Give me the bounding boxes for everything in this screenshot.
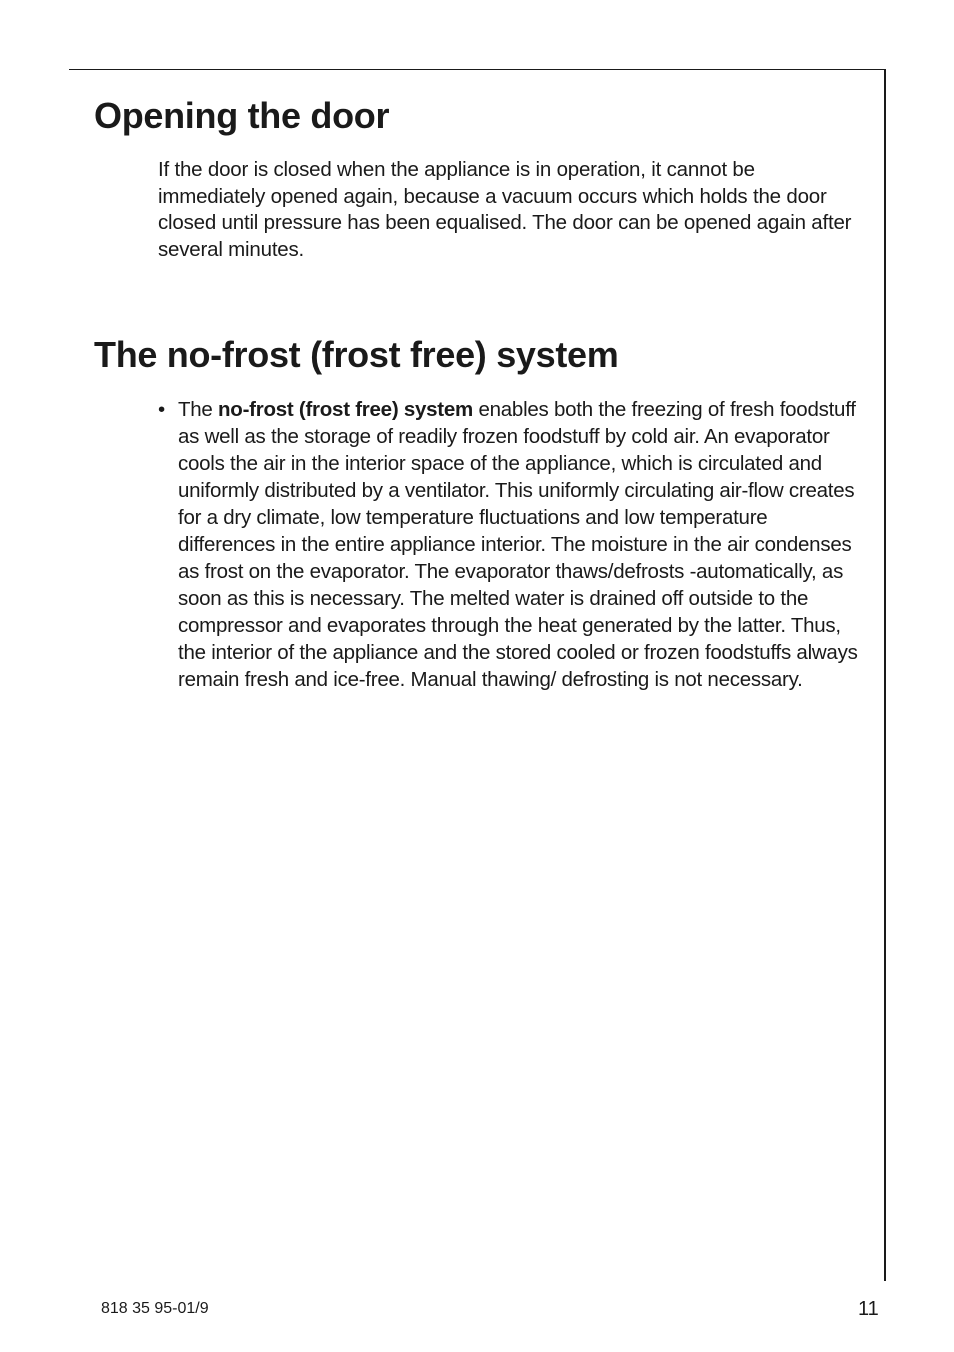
bullet-lead-text: The	[178, 398, 219, 421]
page-number: 11	[858, 1298, 879, 1320]
no-frost-bullet-item	[158, 396, 860, 693]
document-code: 818 35 95-01/9	[101, 1300, 209, 1317]
no-frost-bullet-text	[178, 396, 860, 693]
opening-door-paragraph: If the door is closed when the appliance is in operation, it cannot be immediately opened again, because a vacuum occurs which holds the door closed until pressure has been equalised. The door can be opened again after several minutes.	[158, 158, 852, 262]
top-rule	[69, 69, 886, 70]
bullet-bold-term: no-frost (frost free) system	[218, 398, 474, 421]
heading-opening-the-door: Opening the door	[94, 95, 390, 136]
heading-no-frost-system: The no-frost (frost free) system	[94, 334, 619, 375]
right-margin-rule	[884, 69, 886, 1281]
bullet-rest-text: enables both the freezing of fresh foodstuff as well as the storage of readily frozen foodstuff by cold air. An evaporator cools the air in the interior space of the appliance, which is circulated and uniformly distributed by a ventilator. This uniformly circulating air-flow creates for a dry climate, low temperature fluctuations and low temperature differences in the entire appliance interior. The moisture in the air condenses as frost on the evaporator. The evaporator thaws/defrosts -automatically, as soon as this is necessary. The melted water is drained off outside to the compressor and evaporates through the heat generated by the latter. Thus, the interior of the appliance and the stored cooled or frozen foodstuffs always remain fresh and ice-free. Manual thawing/ defrosting is not necessary.	[178, 398, 858, 691]
bullet-marker: •	[158, 398, 165, 421]
